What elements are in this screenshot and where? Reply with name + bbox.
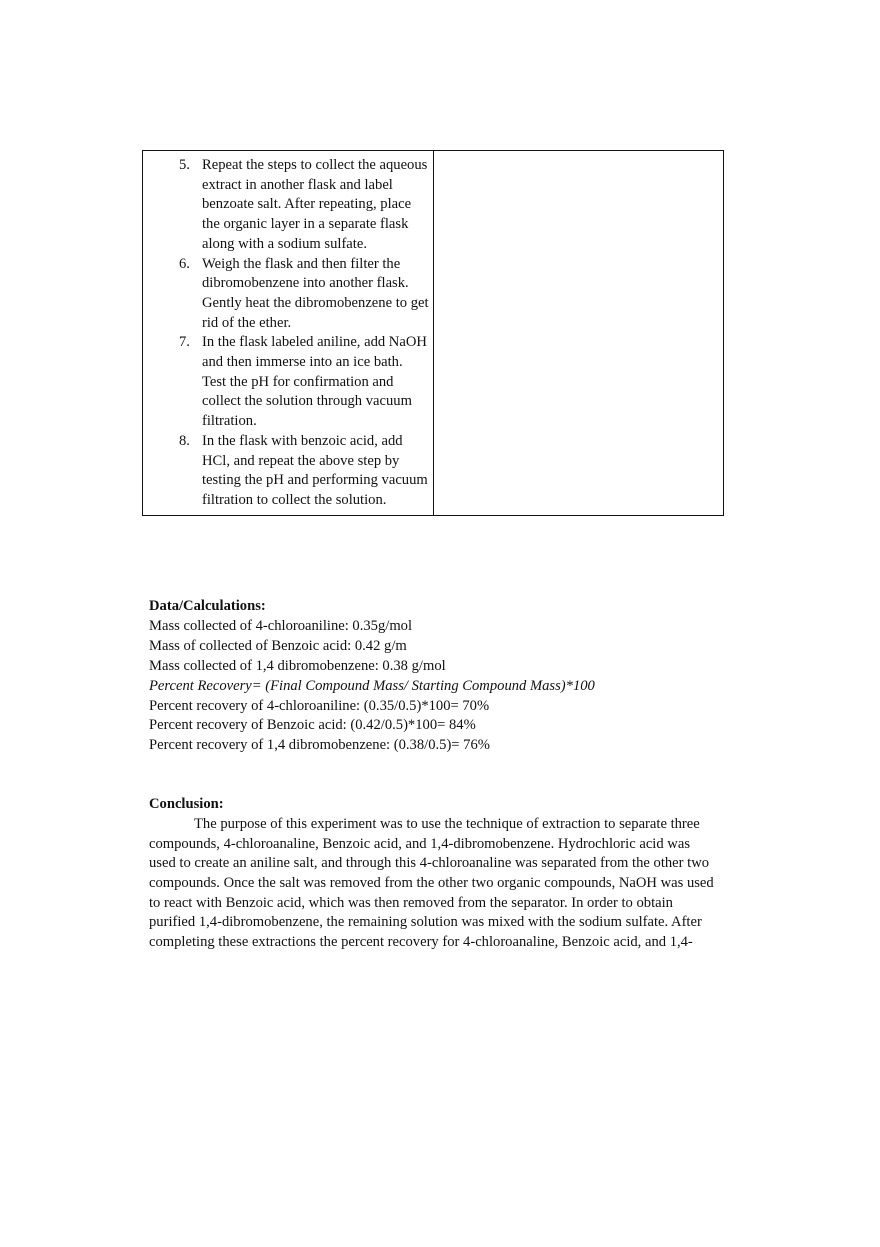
recovery-benzoic-line: Percent recovery of Benzoic acid: (0.42/0.5)*100= 84% xyxy=(149,717,476,734)
step-number: 6. xyxy=(179,255,190,272)
step-text-line: filtration to collect the solution. xyxy=(202,491,387,508)
data-calculations-section xyxy=(149,597,739,756)
procedure-step-7 xyxy=(143,333,434,432)
conclusion-line: used to create an aniline salt, and through this 4-chloroanaline was separated from the other two xyxy=(149,855,710,872)
step-text-line: Weigh the flask and then filter the xyxy=(202,255,401,272)
procedure-steps-cell xyxy=(143,151,434,515)
mass-benzoic-line: Mass of collected of Benzoic acid: 0.42 g/m xyxy=(149,637,407,654)
step-text-line: extract in another flask and label xyxy=(202,176,393,193)
procedure-steps-list xyxy=(143,156,434,511)
step-text-line: benzoate salt. After repeating, place xyxy=(202,196,412,213)
step-text-line: testing the pH and performing vacuum xyxy=(202,472,428,489)
step-text-line: along with a sodium sulfate. xyxy=(202,235,367,252)
conclusion-line: to react with Benzoic acid, which was then removed from the separator. In order to obtain xyxy=(149,894,673,911)
recovery-chloroaniline-line: Percent recovery of 4-chloroaniline: (0.35/0.5)*100= 70% xyxy=(149,697,490,714)
step-text-line: rid of the ether. xyxy=(202,314,292,331)
procedure-notes-cell xyxy=(434,151,723,515)
step-text-line: HCl, and repeat the above step by xyxy=(202,452,400,469)
conclusion-section xyxy=(149,795,739,953)
mass-chloroaniline-line: Mass collected of 4-chloroaniline: 0.35g/mol xyxy=(149,617,413,634)
procedure-step-8 xyxy=(143,432,434,511)
conclusion-line: compounds, 4-chloroanaline, Benzoic acid, and 1,4-dibromobenzene. Hydrochloric acid was xyxy=(149,835,691,852)
conclusion-line: compounds. Once the salt was removed from the other two organic compounds, NaOH was used xyxy=(149,875,714,892)
procedure-step-5 xyxy=(143,156,434,255)
conclusion-line: The purpose of this experiment was to use the technique of extraction to separate three xyxy=(194,815,700,832)
step-text-line: In the flask labeled aniline, add NaOH xyxy=(202,334,427,351)
procedure-step-6 xyxy=(143,255,434,334)
procedure-table xyxy=(142,150,724,516)
mass-dibromobenzene-line: Mass collected of 1,4 dibromobenzene: 0.38 g/mol xyxy=(149,657,446,674)
step-number: 5. xyxy=(179,157,190,173)
conclusion-line: completing these extractions the percent recovery for 4-chloroanaline, Benzoic acid, and 1,4- xyxy=(149,934,693,951)
step-text-line: dibromobenzene into another flask. xyxy=(202,275,409,292)
conclusion-line: purified 1,4-dibromobenzene, the remaining solution was mixed with the sodium sulfate. After xyxy=(149,914,702,931)
conclusion-heading: Conclusion: xyxy=(149,796,224,812)
step-text-line: Repeat the steps to collect the aqueous xyxy=(202,157,428,173)
step-text-line: Gently heat the dibromobenzene to get xyxy=(202,294,429,311)
step-text-line: filtration. xyxy=(202,413,257,430)
step-text-line: the organic layer in a separate flask xyxy=(202,216,409,233)
step-number: 7. xyxy=(179,334,190,351)
step-text-line: Test the pH for confirmation and xyxy=(202,373,394,390)
data-calculations-heading: Data/Calculations: xyxy=(149,598,266,614)
percent-recovery-formula: Percent Recovery= (Final Compound Mass/ Starting Compound Mass)*100 xyxy=(149,677,595,694)
recovery-dibromobenzene-line: Percent recovery of 1,4 dibromobenzene: (0.38/0.5)= 76% xyxy=(149,737,490,754)
step-number: 8. xyxy=(179,432,190,449)
step-text-line: In the flask with benzoic acid, add xyxy=(202,432,403,449)
step-text-line: collect the solution through vacuum xyxy=(202,393,412,410)
step-text-line: and then immerse into an ice bath. xyxy=(202,354,403,371)
